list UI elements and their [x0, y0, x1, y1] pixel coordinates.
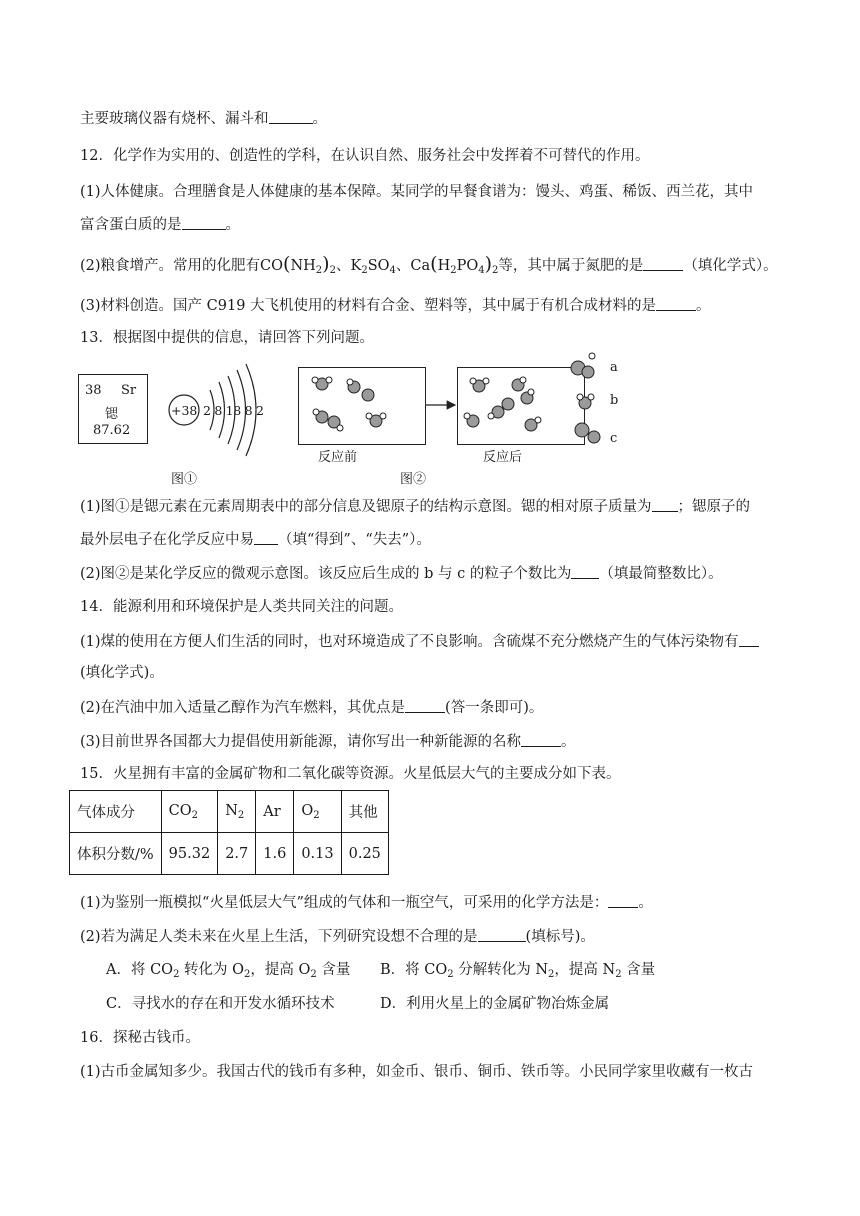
answer-blank[interactable] [652, 496, 678, 512]
figure-1-label: 图① [171, 472, 198, 487]
legend-label-b: b [610, 393, 619, 408]
atmosphere-table [69, 790, 389, 875]
text-line: (1)煤的使用在方便人们生活的同时，也对环境造成了不良影响。含硫煤不充分燃烧产生的气体污染物有 [80, 631, 759, 652]
table-cell: Ar [256, 791, 294, 833]
table-row [70, 833, 389, 875]
text-line: (填化学式)。 [80, 665, 164, 681]
text-line: (1)图①是锶元素在元素周期表中的部分信息及锶原子的结构示意图。锶的相对原子质量为 ；锶原子的 [80, 496, 750, 517]
text-line: (3)材料创造。国产 C919 大飞机使用的材料有合金、塑料等，其中属于有机合成材料的是 。 [80, 295, 711, 316]
before-label: 反应前 [318, 450, 358, 465]
text-line: (3)目前世界各国都大力提倡使用新能源，请你写出一种新能源的名称 。 [80, 731, 576, 752]
answer-blank[interactable] [608, 892, 638, 908]
electron-shells: 2 8 18 8 2 [203, 403, 264, 418]
option-a[interactable]: A．将 $CO_2$ 转化为 $O_2$，提高 $O_2$ 含量 [106, 962, 351, 980]
text-line: (1)古币金属知多少。我国古代的钱币有多种，如金币、银币、铜币、铁币等。小民同学家里收藏有一枚古 [80, 1064, 754, 1080]
table-cell: 1.6 [256, 833, 294, 875]
text-line: (1)为鉴别一瓶模拟“火星低层大气”组成的气体和一瓶空气，可采用的化学方法是： 。 [80, 892, 653, 913]
text-line: (2)粮食增产。常用的化肥有$CO(NH_2)_2$、$K_2SO_4$、$Ca(H_2PO_4)_2$等，其中属于氮肥的是 （填化学式）。 [80, 253, 778, 276]
text-line: 主要玻璃仪器有烧杯、漏斗和 。 [80, 108, 327, 129]
figure-2-label: 图② [400, 472, 427, 487]
text-line: 最外层电子在化学反应中易 （填“得到”、“失去”）。 [80, 529, 431, 550]
question-16: 16．探秘古钱币。 [80, 1030, 200, 1046]
option-c[interactable]: C．寻找水的存在和开发水循环技术 [106, 996, 335, 1012]
after-label: 反应后 [483, 450, 523, 465]
answer-blank[interactable] [521, 731, 561, 747]
table-cell: 其他 [341, 791, 388, 833]
atomic-number: 38 [85, 383, 102, 398]
answer-blank[interactable] [405, 697, 445, 713]
question-14: 14．能源利用和环境保护是人类共同关注的问题。 [80, 599, 403, 615]
element-name: 锶 [105, 407, 119, 422]
text-line: 富含蛋白质的是 。 [80, 214, 240, 235]
nucleus-charge: +38 [171, 403, 198, 418]
table-cell: 2.7 [218, 833, 256, 875]
text-line: (2)在汽油中加入适量乙醇作为汽车燃料，其优点是 (答一条即可)。 [80, 697, 543, 718]
answer-blank[interactable] [571, 563, 599, 579]
legend-label-a: a [610, 360, 618, 375]
table-cell: $N_2$ [218, 791, 256, 833]
reaction-molecules [0, 0, 860, 470]
table-row [70, 791, 389, 833]
table-cell: 0.25 [341, 833, 388, 875]
option-d[interactable]: D．利用火星上的金属矿物冶炼金属 [380, 996, 610, 1012]
question-15: 15．火星拥有丰富的金属矿物和二氧化碳等资源。火星低层大气的主要成分如下表。 [80, 766, 621, 782]
table-cell: $CO_2$ [161, 791, 218, 833]
answer-blank[interactable] [254, 529, 278, 545]
question-13: 13．根据图中提供的信息，请回答下列问题。 [80, 330, 374, 346]
table-cell: $O_2$ [294, 791, 341, 833]
option-b[interactable]: B．将 $CO_2$ 分解转化为 $N_2$，提高 $N_2$ 含量 [380, 962, 656, 980]
question-12: 12．化学作为实用的、创造性的学科，在认识自然、服务社会中发挥着不可替代的作用。 [80, 148, 650, 164]
table-cell: 气体成分 [70, 791, 162, 833]
text-line: (1)人体健康。合理膳食是人体健康的基本保障。某同学的早餐食谱为：馒头、鸡蛋、稀饭、西兰花，其中 [80, 184, 754, 200]
table-cell: 95.32 [161, 833, 218, 875]
answer-blank[interactable] [478, 926, 526, 942]
text-line: (2)图②是某化学反应的微观示意图。该反应后生成的 b 与 c 的粒子个数比为 （填最简整数比）。 [80, 563, 723, 584]
table-cell: 0.13 [294, 833, 341, 875]
answer-blank[interactable] [739, 631, 759, 647]
legend-label-c: c [610, 431, 618, 446]
atomic-mass: 87.62 [93, 423, 131, 438]
text-line: (2)若为满足人类未来在火星上生活，下列研究设想不合理的是 (填标号)。 [80, 926, 595, 947]
element-symbol: Sr [121, 383, 137, 398]
table-cell: 体积分数/% [70, 833, 162, 875]
